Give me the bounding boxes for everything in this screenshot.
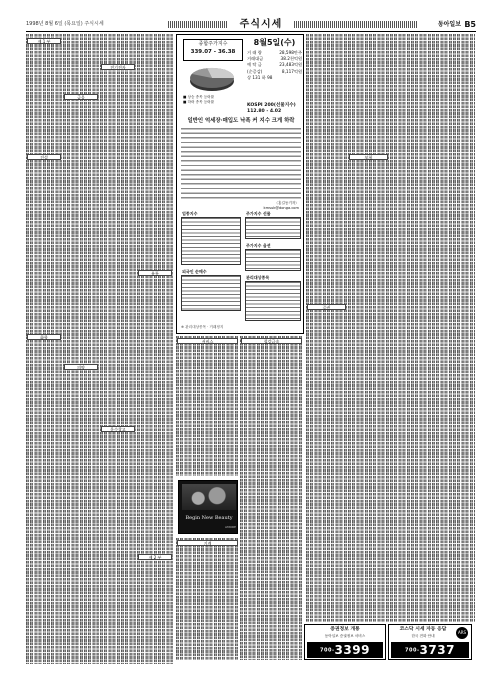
stat-label: 거 래 량	[247, 50, 262, 55]
futures-table	[245, 211, 301, 239]
section-header: 전기전자	[101, 64, 135, 70]
ad-phone-digits: 3737	[419, 643, 455, 657]
ad-brand: AMORE	[225, 525, 236, 529]
legend-item: ■ 하락 종목 등락률	[183, 100, 215, 104]
stat-value: 28,598만주	[279, 50, 302, 55]
listing-column-7	[176, 538, 240, 660]
section-header: 운수창고	[101, 426, 135, 432]
masthead	[26, 18, 476, 32]
article-byline: 〈홍길동기자〉kmsuk@donga.com	[263, 201, 299, 210]
advance-decline-count: 상 131 하 98	[247, 74, 273, 80]
stat-label: 거래대금	[247, 56, 264, 62]
ad-phone-prefix: 700-	[320, 647, 335, 654]
newspaper-page	[26, 18, 476, 664]
section-header: 제 1 부	[27, 38, 61, 44]
listing-column-9	[348, 34, 390, 622]
masthead-hatch-right	[294, 21, 418, 28]
table-title: 주가지수 옵션	[246, 243, 271, 248]
stat-label: (순증감)	[247, 68, 263, 74]
ad-phone-prefix: 700-	[405, 647, 420, 654]
table-title: 업종지수	[182, 211, 198, 216]
listing-column-4	[137, 34, 174, 664]
section-header: 기계	[177, 540, 238, 546]
stat-label: 예 탁 금	[247, 62, 262, 68]
index-title: 종합주가지수	[198, 41, 228, 47]
page-number: B5	[464, 20, 476, 29]
stat-value: 38.2천억원	[280, 56, 302, 62]
table-title: 외국인 순매수	[182, 269, 207, 274]
stat-value: 23,483억원	[279, 62, 302, 68]
ad-subtitle: 한국 전화 안내	[411, 634, 435, 638]
section-header: 금융	[64, 94, 98, 100]
section-header: 제 2 부	[138, 554, 172, 560]
masthead-hatch-left	[168, 21, 228, 28]
ad-phone-number	[391, 642, 469, 658]
ad-phone-digits: 3399	[334, 643, 370, 657]
ad-title: 증권정보 개통	[330, 627, 360, 632]
article-body	[181, 128, 301, 200]
market-summary-box	[176, 34, 304, 334]
listing-column-10	[390, 34, 432, 622]
issue-date: 1998년 8월 6일 (목요일) 주식시세	[26, 21, 104, 27]
listing-column-1	[26, 34, 63, 664]
table-title: 관리대상종목	[246, 275, 270, 280]
stock-info-phone-ad	[304, 624, 386, 660]
sector-index-table	[181, 211, 241, 265]
watch-list-table	[245, 275, 301, 321]
listing-column-3	[100, 34, 137, 664]
ad-subtitle: 동아일보 증권정보 서비스	[324, 634, 366, 638]
ars-badge-icon: ARS	[456, 627, 468, 639]
market-date: 8월5일(수)	[253, 38, 296, 47]
listing-column-8	[306, 34, 348, 622]
listing-column-6	[240, 336, 304, 660]
section-header: 의약	[64, 364, 98, 370]
index-range: 339.07 - 36.38	[190, 49, 236, 55]
paper-name: 동아일보	[437, 21, 461, 28]
article-headline: 일반인 억세장·매입도 낙폭 커 지수 크게 하락	[187, 118, 295, 124]
section-header: 서비스	[177, 338, 238, 344]
composite-index-box	[183, 39, 243, 61]
stat-value: 8,117억원	[281, 68, 302, 74]
listing-column-11	[432, 34, 476, 622]
kosdaq-phone-ad	[388, 624, 472, 660]
section-header: 철강금속	[241, 338, 302, 344]
cosmetics-ad	[178, 480, 238, 534]
ad-title: 코스닥 시세 자동 응답	[399, 627, 447, 632]
foreign-buying-table	[181, 269, 241, 311]
legend-item: ■ 상승 종목 등락률	[183, 95, 215, 99]
market-stats	[247, 50, 302, 81]
section-header: 보험	[349, 154, 388, 160]
ad-photo	[182, 484, 236, 510]
pie-legend	[183, 95, 245, 105]
section-header: 화학	[27, 334, 61, 340]
section-header: 건설	[27, 154, 61, 160]
section-title: 주식시세	[239, 19, 283, 30]
ad-caption: Begin New Beauty	[185, 515, 233, 521]
kospi200-block	[247, 103, 302, 115]
listing-column-5	[176, 336, 240, 476]
listing-column-2	[63, 34, 100, 664]
market-footnote: ※ 관리대상종목 · 거래정지	[181, 325, 224, 329]
kospi200-value: 112.80 - 4.02	[247, 109, 282, 114]
ad-phone-number	[307, 642, 383, 658]
kospi200-label: KOSPI 200(선물지수)	[247, 103, 296, 108]
section-header: 유통	[138, 270, 172, 276]
advance-decline-pie	[187, 65, 237, 93]
table-title: 주가지수 선물	[246, 211, 271, 216]
options-table	[245, 243, 301, 271]
section-header: 증권	[307, 304, 346, 310]
